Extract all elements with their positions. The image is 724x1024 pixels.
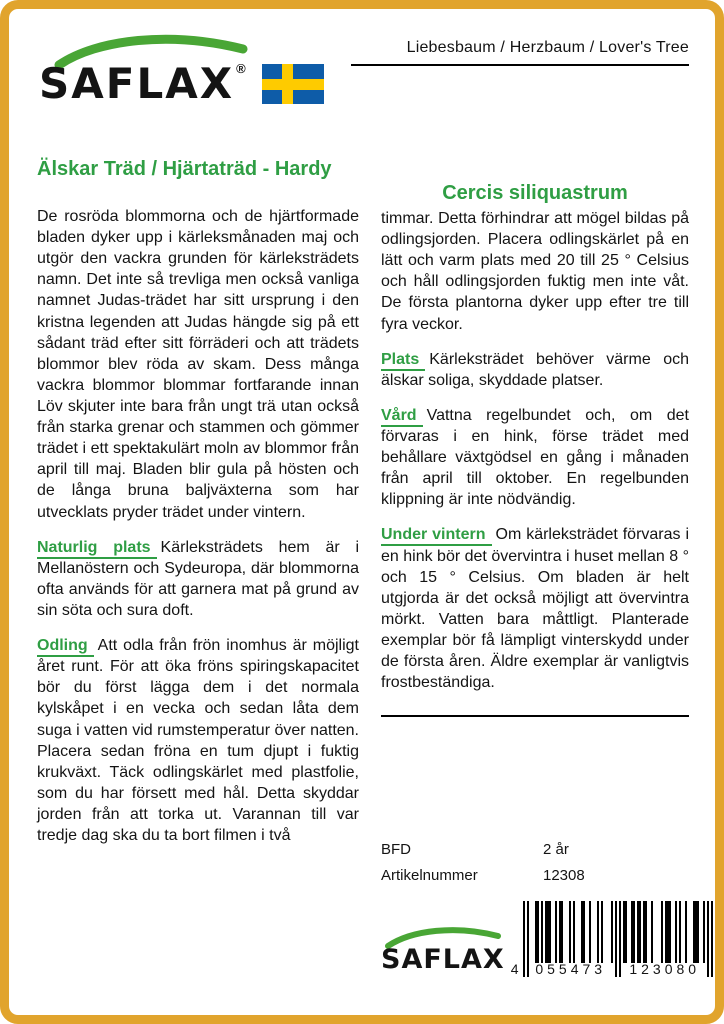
- info-label: BFD: [381, 841, 411, 858]
- barcode-digit-lead: 4: [510, 961, 519, 977]
- info-row-artikelnummer: [381, 867, 689, 884]
- intro-paragraph: De rosröda blommorna och de hjärtformade bladen dyker upp i kärleksmånaden maj och utgör den vackra grunden för kärleksträdets namn. Det inte så trevliga men också vanliga namnet Judas-trädet har sitt ursprung i den kristna legenden att Judas hängde sig på ett sådant träd efter sitt förräderi och att trädets blommor blev röda av skam. Dess många vackra blommor blommar fortfarande innan Löv skjuter inte bara från ungt trä utan också från starka grenar och stammen och gömmer trädet i ett spektakulärt moln av blommor från april till maj. Bladen blir gula på hösten och de långa bruna baljväxterna som har utvecklats pryder trädet under vintern.: [37, 208, 359, 521]
- section-odling: [37, 635, 359, 846]
- registered-mark: ®: [236, 60, 246, 76]
- info-rows: [381, 841, 689, 893]
- section-title: Vård: [381, 407, 423, 427]
- info-row-bfd: [381, 841, 689, 858]
- ean13-barcode: [511, 901, 723, 997]
- info-value: 12308: [543, 867, 585, 884]
- header-right: [351, 39, 689, 66]
- saflax-logo-small: [381, 925, 511, 973]
- section-under-vintern: [381, 524, 689, 693]
- brand-wordmark: SAFLAX: [39, 59, 235, 108]
- section-text: Kärleksträdet behöver värme och älskar soliga, skyddade platser.: [381, 350, 689, 389]
- left-column: [37, 155, 359, 997]
- content-columns: [37, 155, 701, 997]
- section-title: Under vintern: [381, 526, 492, 546]
- section-text: Vattna regelbundet och, om det förvaras i en hink, förse trädet med behållare växtgödsel en gång i månaden från april till oktober. En regelbunden klippning är inte nödvändig.: [381, 406, 689, 509]
- barcode-digits-left: 055473: [535, 961, 607, 977]
- info-divider-line: [381, 715, 689, 717]
- barcode-digits-right: 123080: [629, 961, 701, 977]
- section-plats: [381, 349, 689, 391]
- section-vard: [381, 405, 689, 511]
- trade-names: Liebesbaum / Herzbaum / Lover's Tree: [406, 39, 689, 56]
- info-label: Artikelnummer: [381, 867, 478, 884]
- section-naturlig-plats: [37, 537, 359, 621]
- product-title: Älskar Träd / Hjärtaträd - Hardy: [37, 158, 332, 180]
- flag-cross-horizontal: [262, 79, 324, 90]
- section-text: Att odla från frön inomhus är möjligt året runt. För att öka fröns spiringskapacitet bör du först lägga dem i det normala kylskåpet i en vecka och sedan låta dem suga i vatten vid rumstemperatur över natten. Placera sedan fröna en tum djupt i fuktig krukväxt. Täck odlingskärlet med plastfolie, som du har försett med hål. Detta skyddar jorden från att torka ut. Varannan till var tredje dag ska du ta bort filmen i två: [37, 637, 359, 845]
- sweden-flag-icon: [262, 64, 324, 104]
- header-divider-line: [351, 64, 689, 66]
- info-value: 2 år: [543, 841, 569, 858]
- right-column: [381, 155, 701, 997]
- section-text: Kärleksträdets hem är i Mellanöstern och Sydeuropa, där blommorna ofta används för att garnera mat på grund av sin söta och sura doft.: [37, 538, 359, 619]
- bottom-row: [381, 901, 701, 997]
- continued-paragraph: timmar. Detta förhindrar att mögel bildas på odlingsjorden. Placera odlingskärlet på en lätt och varm plats med 20 till 25 ° Celsius och håll odlingsjorden fuktig men inte våt. De första plantorna dyker upp efter tre till fyra veckor.: [381, 210, 689, 333]
- brand-wordmark-small: SAFLAX: [381, 944, 505, 975]
- section-title: Plats: [381, 351, 425, 371]
- saflax-logo: [39, 33, 324, 108]
- section-title: Odling: [37, 637, 94, 657]
- section-title: Naturlig plats: [37, 539, 157, 559]
- header: [37, 29, 689, 137]
- latin-name: Cercis siliquastrum: [442, 182, 628, 204]
- section-text: Om kärleksträdet förvaras i en hink bör det övervintra i huset mellan 8 ° och 15 ° Celsius. Om bladen är helt utgjorda är det också möjligt att övervintra mörkt. Vatten bara måttligt. Planterade exemplar bör få lämpligt vinterskydd under de första åren. Äldre exemplar är vanligtvis frostbeständiga.: [381, 526, 689, 692]
